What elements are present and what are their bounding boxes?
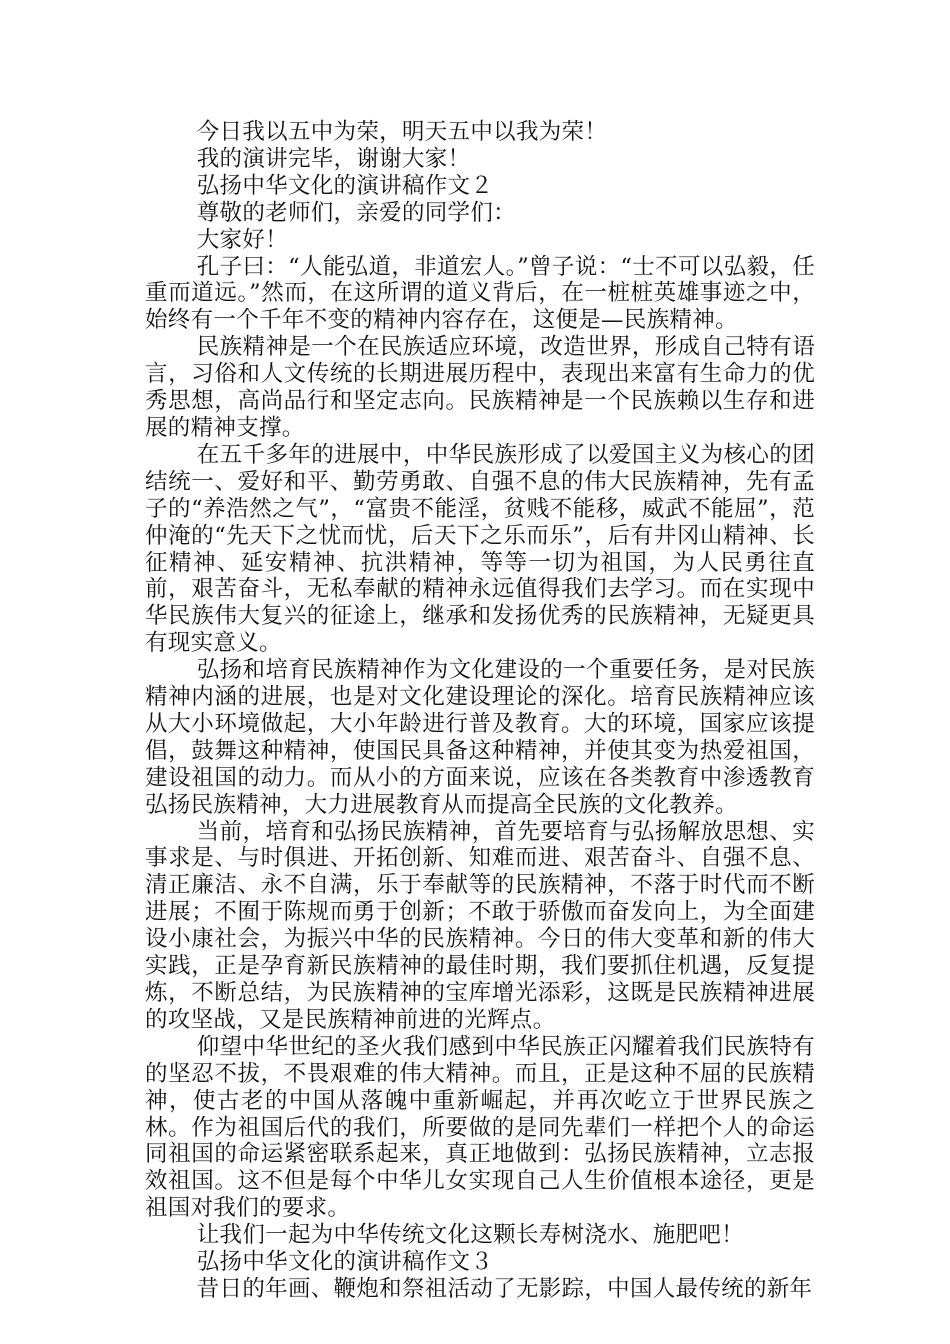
paragraph: 当前，培育和弘扬民族精神，首先要培育与弘扬解放思想、实事求是、与时俱进、开拓创新、知难而进、艰苦奋斗、自强不息、清正廉洁、永不自满，乐于奉献等的民族精神，不落于时代而不断进展；不囿于陈规而勇于创新；不敢于骄傲而奋发向上，为全面建设小康社会，为振兴中华的民族精神。今日的伟大变革和新的伟大实践，正是孕育新民族精神的最佳时期，我们要抓住机遇，反复提炼，不断总结，为民族精神的宝库增光添彩，这既是民族精神进展的攻坚战，又是民族精神前进的光辉点。 xyxy=(145,818,815,1033)
paragraph: 我的演讲完毕，谢谢大家！ xyxy=(196,145,471,172)
paragraph: 民族精神是一个在民族适应环境，改造世界，形成自己特有语言，习俗和人文传统的长期进展历程中，表现出来富有生命力的优秀思想，高尚品行和坚定志向。民族精神是一个民族赖以生存和进展的精神支撑。 xyxy=(145,334,815,441)
document-page xyxy=(145,119,815,1303)
paragraph: 昔日的年画、鞭炮和祭祖活动了无影踪，中国人最传统的新年 xyxy=(196,1275,813,1302)
paragraph: 仰望中华世纪的圣火我们感到中华民族正闪耀着我们民族特有的坚忍不拔，不畏艰难的伟大精神。而且，正是这种不屈的民族精神，使古老的中国从落魄中重新崛起，并再次屹立于世界民族之林。作为祖国后代的我们，所要做的是同先辈们一样把个人的命运同祖国的命运紧密联系起来，真正地做到：弘扬民族精神，立志报效祖国。这不但是每个中华儿女实现自己人生价值根本途径，更是祖国对我们的要求。 xyxy=(145,1033,815,1222)
paragraph: 在五千多年的进展中，中华民族形成了以爱国主义为核心的团结统一、爱好和平、勤劳勇敢、自强不息的伟大民族精神，先有孟子的“养浩然之气”，“富贵不能淫，贫贱不能移，威武不能屈”，范仲淹的“先天下之忧而忧，后天下之乐而乐”，后有井冈山精神、长征精神、延安精神、抗洪精神，等等一切为祖国，为人民勇往直前，艰苦奋斗，无私奉献的精神永远值得我们去学习。而在实现中华民族伟大复兴的征途上，继承和发扬优秀的民族精神，无疑更具有现实意义。 xyxy=(145,441,815,657)
paragraph: 孔子曰：“人能弘道，非道宏人。”曾子说：“士不可以弘毅，任重而道远。”然而，在这所谓的道义背后，在一桩桩英雄事迹之中，始终有一个千年不变的精神内容存在，这便是—民族精神。 xyxy=(145,253,815,334)
paragraph: 让我们一起为中华传统文化这颗长寿树浇水、施肥吧！ xyxy=(196,1222,744,1249)
salutation: 尊敬的老师们，亲爱的同学们： xyxy=(196,199,516,226)
paragraph: 弘扬和培育民族精神作为文化建设的一个重要任务，是对民族精神内涵的进展，也是对文化建设理论的深化。培育民族精神应该从大小环境做起，大小年龄进行普及教育。大的环境，国家应该提倡，鼓舞这种精神，使国民具备这种精神，并使其变为热爱祖国，建设祖国的动力。而从小的方面来说，应该在各类教育中渗透教育弘扬民族精神，大力进展教育从而提高全民族的文化教养。 xyxy=(145,657,815,818)
section-title: 弘扬中华文化的演讲稿作文３ xyxy=(196,1249,494,1276)
section-title: 弘扬中华文化的演讲稿作文２ xyxy=(196,172,494,199)
paragraph: 今日我以五中为荣，明天五中以我为荣！ xyxy=(196,119,608,145)
greeting: 大家好！ xyxy=(196,226,288,253)
